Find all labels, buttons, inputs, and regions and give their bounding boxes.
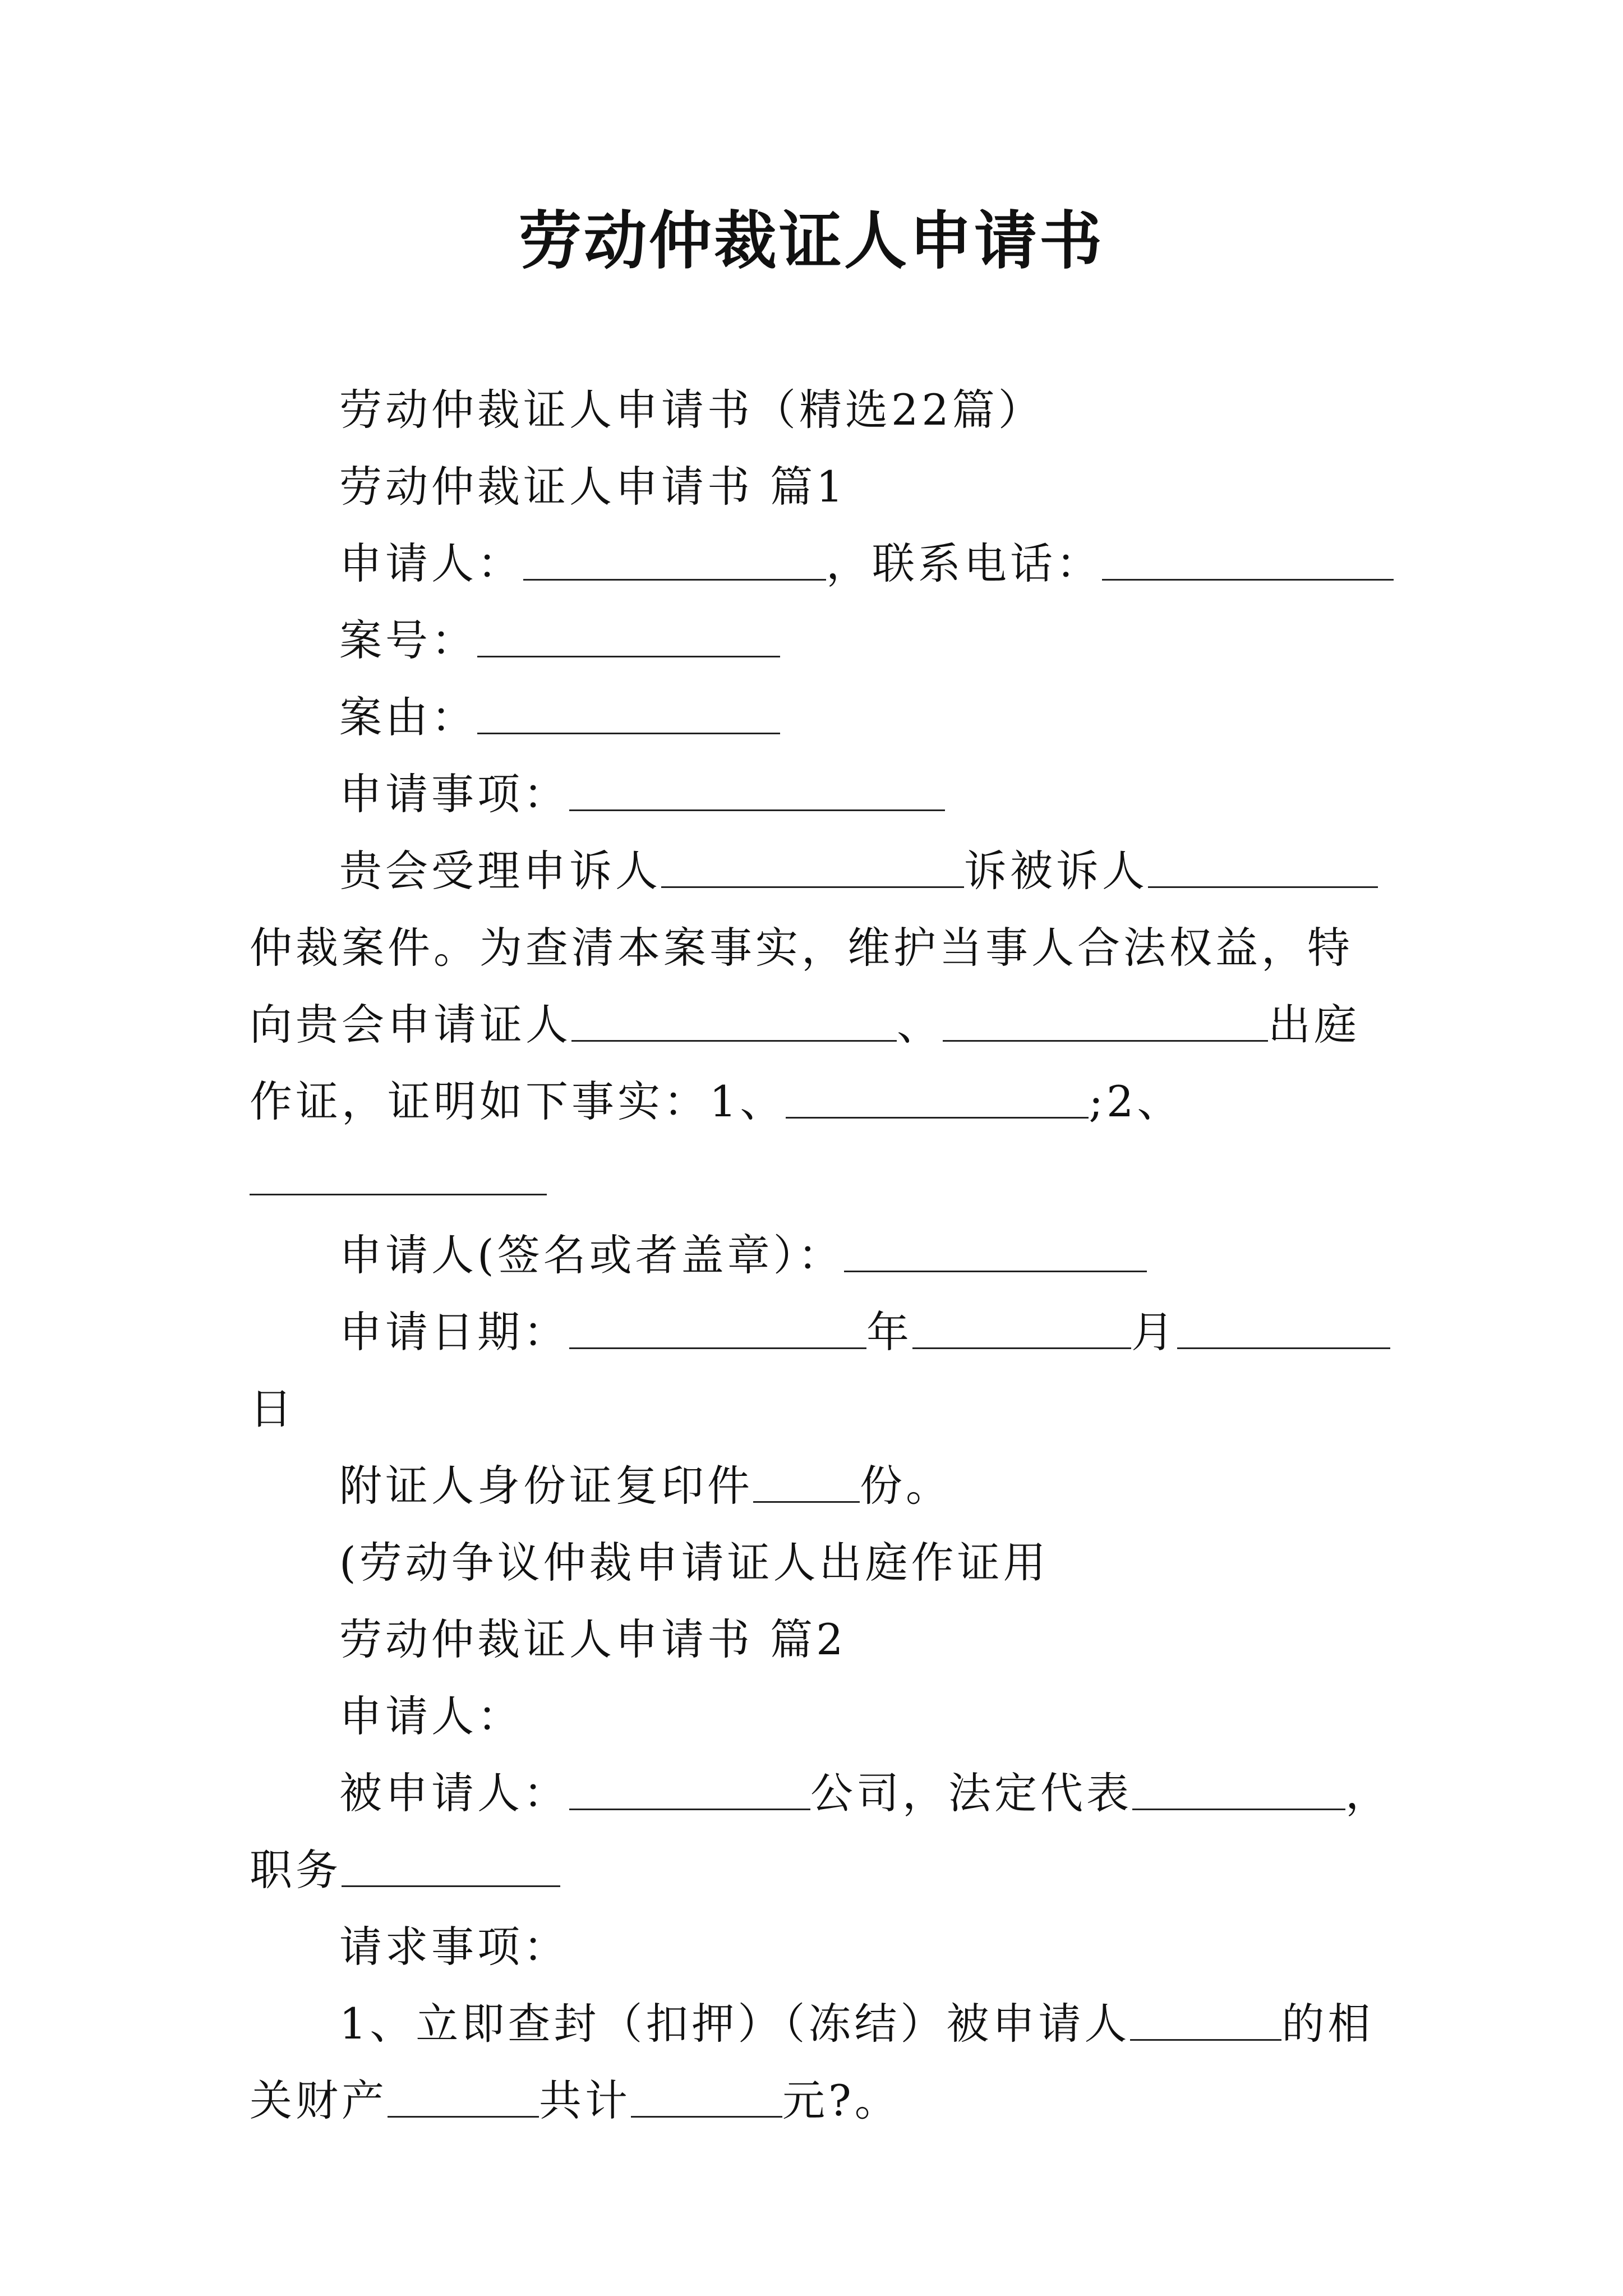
case-number-label: 案号： [339,615,477,665]
respondent-label: 被申请人： [339,1768,569,1818]
witness1-blank [571,1000,897,1042]
request-item-1 [250,1985,1394,2139]
signature-line [250,1217,1394,1294]
item1-amount-blank [631,2076,782,2118]
para1-part-b: 诉被诉人 [964,846,1148,896]
case-cause-line [250,679,1394,756]
attachment-part-a: 附证人身份证复印件 [339,1461,753,1511]
para1-part-a: 贵会受理申诉人 [339,846,661,896]
day-label: 日 [250,1384,296,1434]
month-blank [912,1307,1131,1349]
item1-part-a: 1、立即查封（扣押）（冻结）被申请人 [339,1999,1131,2049]
item1-respondent-blank [1130,1999,1281,2041]
year-label: 年 [866,1307,912,1357]
copies-blank [753,1461,860,1503]
fact1-blank [786,1076,1089,1119]
day-blank [1177,1307,1390,1349]
respondent-blank [1148,846,1378,888]
matter-line [250,756,1394,832]
respondent-line [250,1755,1394,1908]
part2-heading: 劳动仲裁证人申请书 篇2 [339,1614,847,1664]
month-label: 月 [1131,1307,1177,1357]
case-cause-label: 案由： [339,692,477,742]
request-label: 请求事项： [339,1922,569,1972]
para1-part-c: 仲裁案件。为查清本案事实，维护当事人合法权益，特向贵会申请证人 [250,923,1353,1050]
document-title: 劳动仲裁证人申请书 [519,204,1104,278]
comma: ， [1345,1768,1391,1818]
date-label: 申请日期： [339,1307,569,1357]
year-blank [569,1307,866,1349]
applicant-label: 申请人： [339,539,523,588]
part1-heading: 劳动仲裁证人申请书 篇1 [339,462,847,512]
item1-property-blank [388,2076,539,2118]
phone-label: ，联系电话： [826,539,1102,588]
representative-blank [1132,1768,1345,1810]
para1-part-e: 出庭作证，证明如下事实：1、 [250,1000,1360,1126]
case-number-blank [477,615,780,657]
company-blank [569,1768,810,1810]
request-paragraph [250,832,1394,1217]
matter-label: 申请事项： [339,769,569,819]
subtitle: 劳动仲裁证人申请书（精选22篇） [339,385,1044,435]
applicant-line [250,525,1394,602]
attachment-part-b: 份。 [860,1461,952,1511]
witness2-blank [943,1000,1268,1042]
para1-part-d: 、 [897,1000,943,1050]
signature-label: 申请人(签名或者盖章）： [339,1230,844,1280]
para1-part-f: ;2、 [1089,1076,1183,1126]
date-line [250,1294,1394,1447]
usage-note: (劳动争议仲裁申请证人出庭作证用 [339,1538,1049,1588]
attachment-line [250,1447,1394,1524]
case-number-line [250,602,1394,679]
case-cause-blank [477,692,780,734]
signature-blank [844,1230,1147,1272]
fact2-blank [250,1153,547,1195]
item1-part-d: 元?。 [782,2076,901,2125]
phone-blank [1102,539,1394,581]
company-label: 公司，法定代表 [810,1768,1132,1818]
document-body [250,371,1394,2139]
item1-part-b: 的相关财产 [250,1999,1374,2125]
item1-part-c: 共计 [539,2076,631,2125]
claimant-blank [661,846,964,888]
duty-label: 职务 [250,1845,342,1895]
matter-blank [569,769,945,811]
part2-applicant: 申请人： [339,1691,523,1741]
applicant-blank [523,539,826,581]
duty-blank [342,1845,560,1887]
